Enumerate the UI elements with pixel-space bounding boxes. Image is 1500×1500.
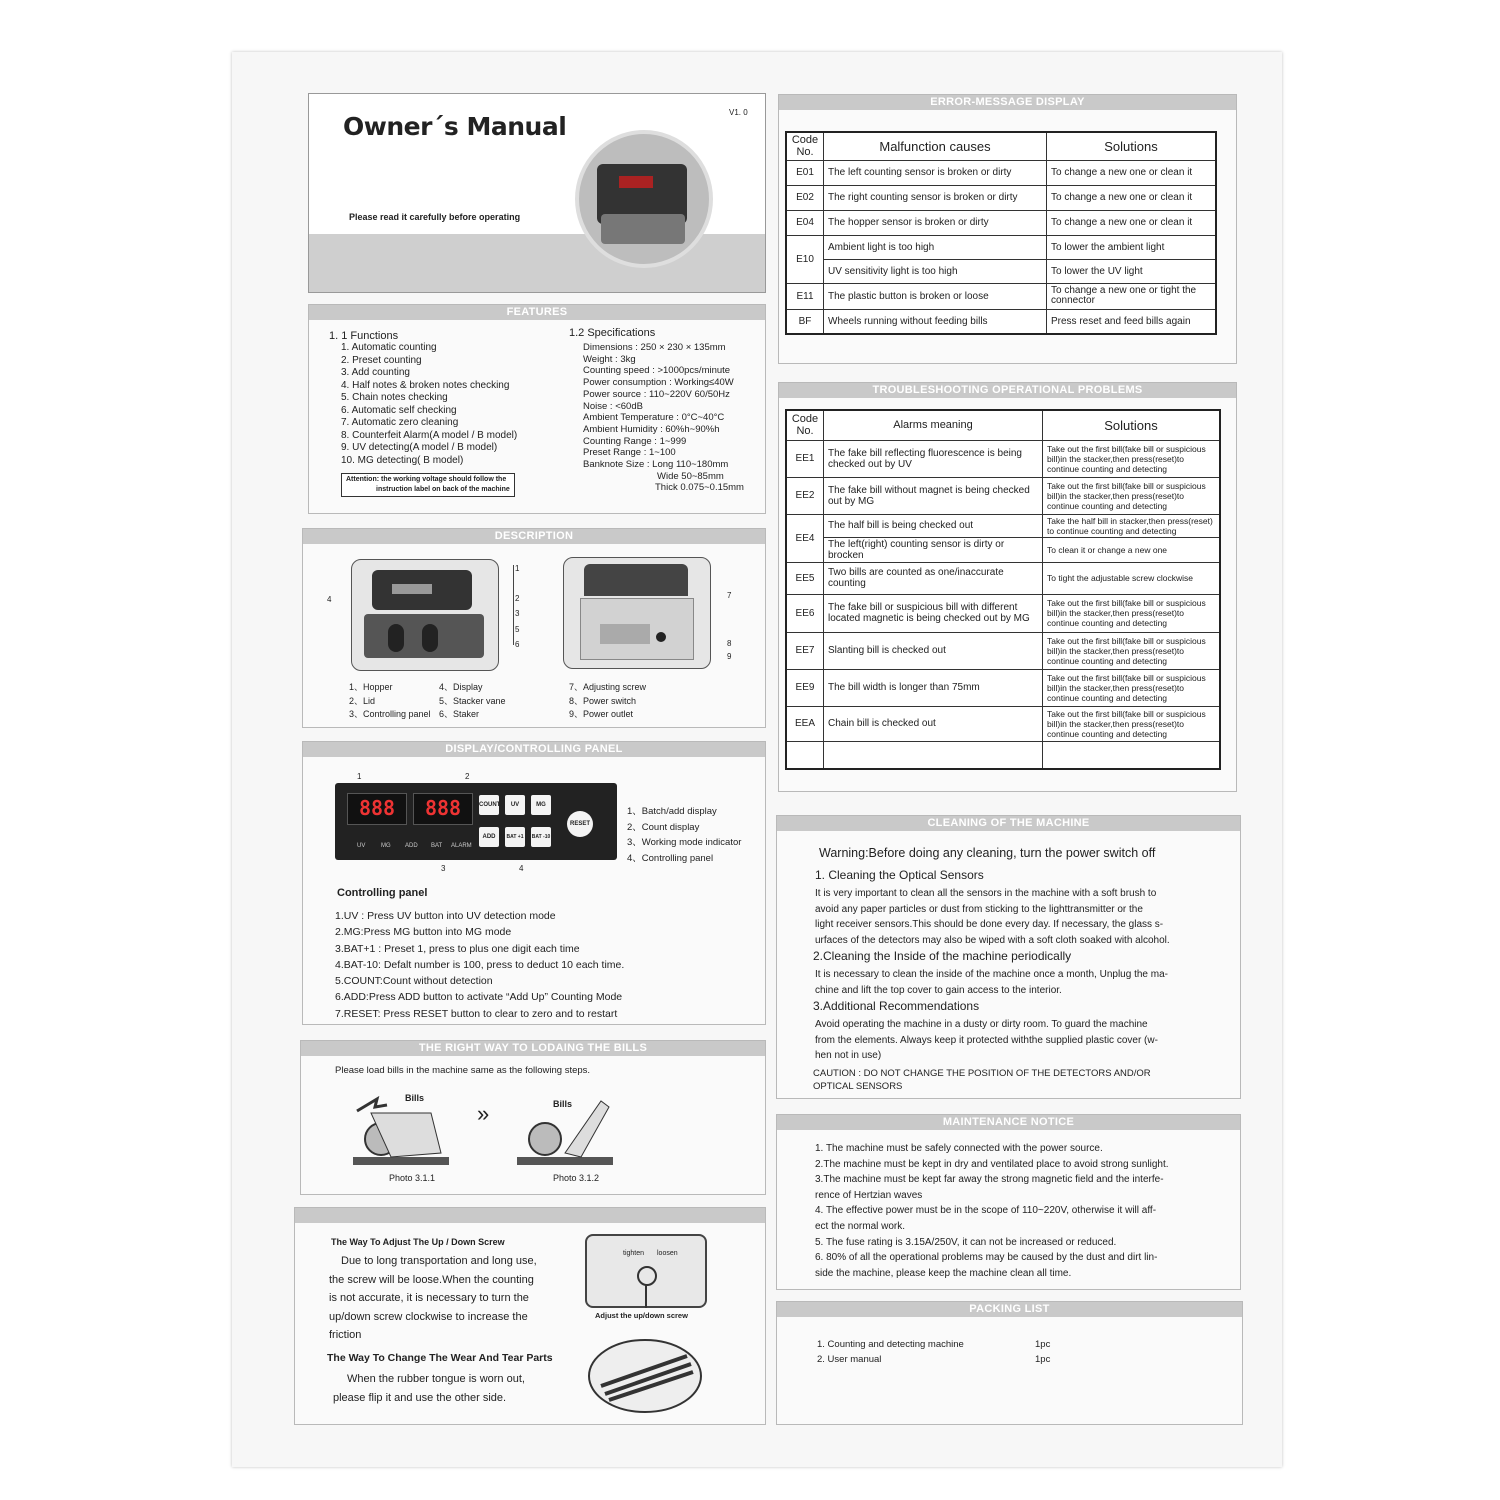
cleaning-heading-2: 2.Cleaning the Inside of the machine periodically — [813, 949, 1072, 963]
table-row — [786, 259, 1216, 283]
table-row — [786, 594, 1220, 632]
packing-item-name: 1. Counting and detecting machine — [817, 1339, 964, 1350]
spec-item: Ambient Temperature : 0°C~40°C — [583, 412, 725, 424]
col-solution: Solutions — [1043, 410, 1221, 440]
cleaning-line: avoid any paper particles or dust from sticking to the lighttransmitter or the — [815, 903, 1143, 915]
spec-item: Preset Range : 1~100 — [583, 447, 676, 459]
legend-item: 2、Lid — [349, 695, 376, 706]
cover-section — [308, 93, 766, 293]
controlling-panel-title: Controlling panel — [337, 887, 428, 899]
controlling-panel-list — [335, 908, 624, 1022]
error-cause: UV sensitivity light is too high — [824, 259, 1047, 283]
alarm-code: EE1 — [786, 440, 824, 477]
alarm-code: EE6 — [786, 594, 824, 632]
legend-item: 3、Controlling panel — [349, 709, 431, 719]
callout-number: 6 — [515, 640, 520, 649]
alarm-meaning: The fake bill reflecting fluorescence is being checked out by UV — [824, 440, 1043, 477]
legend-col-3 — [569, 681, 646, 722]
loading-intro: Please load bills in the machine same as the following steps. — [335, 1065, 591, 1076]
bills-label: Bills — [553, 1099, 573, 1109]
maintenance-line: side the machine, please keep the machine clean all time. — [815, 1267, 1072, 1279]
panel-item: 4.BAT-10: Defalt number is 100, press to deduct 10 each time. — [335, 958, 625, 971]
display-panel-section — [302, 741, 766, 1025]
loading-section — [300, 1040, 766, 1195]
adjust-section — [294, 1207, 766, 1425]
table-row — [786, 185, 1216, 210]
cleaning-heading-1: 1. Cleaning the Optical Sensors — [815, 868, 984, 882]
callout-number: 5 — [515, 624, 520, 634]
maintenance-list — [815, 1141, 1169, 1281]
alarm-meaning: Two bills are counted as one/inaccurate counting — [824, 562, 1043, 594]
mg-indicator: MG — [381, 843, 391, 849]
photo-caption-1: Photo 3.1.1 — [389, 1173, 436, 1183]
adjust-header-bar — [295, 1208, 765, 1223]
panel-item: 1.UV : Press UV button into UV detection mode — [335, 910, 556, 922]
spec-item: Banknote Size : Long 110~180mm — [583, 459, 729, 471]
legend-item: 1、Hopper — [349, 682, 393, 692]
cleaning-line: It is necessary to clean the inside of the machine once a month, Unplug the ma- — [815, 969, 1168, 980]
alarm-code: EE2 — [786, 477, 824, 514]
error-section — [778, 94, 1237, 364]
alarm-solution: Take out the first bill(fake bill or suspicious bill)in the stacker,then press(reset)to continue counting and detecting — [1043, 669, 1221, 706]
error-cause: The left counting sensor is broken or dirty — [824, 160, 1047, 185]
table-row — [786, 309, 1216, 334]
alarm-solution: To tight the adjustable screw clockwise — [1043, 562, 1221, 594]
legend-item: 4、Display — [439, 682, 483, 692]
error-solution: To lower the UV light — [1047, 259, 1217, 283]
error-solution: To change a new one or clean it — [1047, 160, 1217, 185]
cleaning-line: hen not in use) — [815, 1050, 882, 1061]
error-code: E10 — [786, 235, 824, 283]
error-solution: To lower the ambient light — [1047, 235, 1217, 259]
panel-item: 6.ADD:Press ADD button to activate “Add Up” Counting Mode — [335, 991, 623, 1004]
mg-button[interactable]: MG — [531, 795, 551, 815]
legend-item: 5、Stacker vane — [439, 695, 506, 706]
error-cause: The plastic button is broken or loose — [824, 283, 1047, 309]
alarm-solution: Take out the first bill(fake bill or suspicious bill)in the stacker,then press(reset)to continue counting and detecting — [1043, 706, 1221, 741]
alarm-meaning: The bill width is longer than 75mm — [824, 669, 1043, 706]
specs-list — [583, 342, 744, 494]
error-code: E11 — [786, 283, 824, 309]
screw-caption: Adjust the up/down screw — [595, 1311, 688, 1320]
packing-item-qty: 1pc — [1035, 1354, 1051, 1365]
callout-number: 9 — [727, 652, 732, 661]
cover-machine-photo — [575, 130, 713, 268]
col-code: Code No. — [786, 132, 824, 160]
table-header-row — [786, 410, 1220, 440]
legend-item: 8、Power switch — [569, 695, 637, 706]
error-cause: The hopper sensor is broken or dirty — [824, 210, 1047, 235]
function-item: 3. Add counting — [341, 367, 410, 378]
maintenance-line: ect the normal work. — [815, 1220, 906, 1232]
cleaning-heading-3: 3.Additional Recommendations — [813, 999, 980, 1013]
alarm-solution: Take the half bill in stacker,then press(reset) to continue counting and detecting — [1043, 514, 1221, 537]
adjust-line: the screw will be loose.When the counting — [329, 1273, 534, 1286]
loading-step1-illustration — [351, 1093, 451, 1173]
maintenance-line: 4. The effective power must be in the scope of 110~220V, otherwise it will aff- — [815, 1205, 1157, 1217]
spec-item: Power source : 110~220V 60/50Hz — [583, 388, 730, 400]
bat-plus-button[interactable]: BAT +1 — [505, 827, 525, 847]
error-cause: The right counting sensor is broken or dirty — [824, 185, 1047, 210]
arrow-icon: » — [477, 1101, 490, 1126]
tighten-label: tighten — [623, 1250, 645, 1257]
table-row — [786, 283, 1216, 309]
rubber-tongue-illustration — [587, 1338, 703, 1414]
alarm-meaning: Slanting bill is checked out — [824, 632, 1043, 669]
spec-item: Power consumption : Working≤40W — [583, 377, 734, 389]
machine-back-image — [563, 557, 711, 669]
maintenance-line: 5. The fuse rating is 3.15A/250V, it can not be increased or reduced. — [815, 1236, 1117, 1248]
alarm-code: EE5 — [786, 562, 824, 594]
function-item: 2. Preset counting — [341, 354, 422, 366]
error-code: E01 — [786, 160, 824, 185]
troubleshooting-header: TROUBLESHOOTING OPERATIONAL PROBLEMS — [779, 383, 1236, 398]
callout-number: 4 — [519, 864, 524, 873]
loading-header: THE RIGHT WAY TO LODAING THE BILLS — [301, 1041, 765, 1056]
table-row — [786, 210, 1216, 235]
alarm-solution: Take out the first bill(fake bill or suspicious bill)in the stacker,then press(reset)to continue counting and detecting — [1043, 440, 1221, 477]
cleaning-line: chine and lift the top cover to gain access to the interior. — [815, 984, 1062, 996]
col-code: Code No. — [786, 410, 824, 440]
callout-number: 3 — [515, 609, 520, 618]
spec-item: Thick 0.075~0.15mm — [655, 482, 744, 494]
legend-col-1 — [349, 681, 431, 722]
version-label: V1. 0 — [729, 108, 748, 117]
error-solution: To change a new one or tight the connector — [1047, 283, 1217, 309]
adjust-line: Due to long transportation and long use, — [341, 1255, 537, 1267]
error-solution: To change a new one or clean it — [1047, 185, 1217, 210]
cleaning-line: Avoid operating the machine in a dusty or dirty room. To guard the machine — [815, 1019, 1148, 1030]
callout-number: 8 — [727, 639, 732, 648]
table-row — [786, 477, 1220, 514]
features-section — [308, 304, 766, 514]
callout-lines-left — [475, 565, 514, 645]
packing-item-qty: 1pc — [1035, 1339, 1051, 1350]
table-row — [786, 537, 1220, 562]
cleaning-header: CLEANING OF THE MACHINE — [777, 816, 1240, 831]
function-item: 6. Automatic self checking — [341, 404, 457, 416]
cleaning-line: It is very important to clean all the sensors in the machine with a soft brush to — [815, 888, 1157, 899]
bat-minus-button[interactable]: BAT -10 — [531, 827, 551, 847]
alarm-solution: To clean it or change a new one — [1043, 537, 1221, 562]
packing-header: PACKING LIST — [777, 1302, 1242, 1317]
panel-item: 7.RESET: Press RESET button to clear to zero and to restart — [335, 1007, 618, 1020]
troubleshooting-section — [778, 382, 1237, 792]
wear-line: please flip it and use the other side. — [333, 1392, 507, 1404]
table-header-row — [786, 132, 1216, 160]
packing-item-name: 2. User manual — [817, 1354, 882, 1365]
legend-item: 4、Controlling panel — [627, 852, 714, 864]
alarm-solution: Take out the first bill(fake bill or suspicious bill)in the stacker,then press(reset)to continue counting and detecting — [1043, 632, 1221, 669]
function-item: 10. MG detecting( B model) — [341, 454, 464, 466]
cleaning-para-2 — [815, 967, 1168, 998]
error-cause: Ambient light is too high — [824, 235, 1047, 259]
function-item: 8. Counterfeit Alarm(A model / B model) — [341, 429, 518, 441]
wear-line: When the rubber tongue is worn out, — [347, 1373, 525, 1385]
cover-subtitle: Please read it carefully before operating — [349, 212, 521, 222]
panel-item: 3.BAT+1 : Preset 1, press to plus one digit each time — [335, 942, 580, 955]
callout-number: 1 — [515, 564, 520, 573]
wear-title: The Way To Change The Wear And Tear Parts — [327, 1352, 553, 1364]
batch-display: 888 — [347, 793, 407, 825]
adjust-title: The Way To Adjust The Up / Down Screw — [331, 1237, 505, 1247]
control-panel-image — [335, 783, 617, 860]
screw-diagram — [585, 1234, 707, 1308]
adjust-line: up/down screw clockwise to increase the — [329, 1310, 528, 1323]
error-code: BF — [786, 309, 824, 334]
function-item: 9. UV detecting(A model / B model) — [341, 442, 498, 453]
table-row — [786, 669, 1220, 706]
legend-col-2 — [439, 681, 506, 722]
functions-list — [341, 342, 517, 467]
function-item: 1. Automatic counting — [341, 342, 437, 353]
alarm-code: EE7 — [786, 632, 824, 669]
legend-item: 3、Working mode indicator — [627, 837, 742, 848]
manual-title: Owner´s Manual — [343, 112, 567, 141]
spec-item: Counting speed : >1000pcs/minute — [583, 365, 731, 377]
alarm-indicator: ALARM — [451, 843, 472, 849]
screw-icon — [637, 1266, 657, 1286]
loosen-label: loosen — [657, 1250, 678, 1257]
cleaning-line: urfaces of the detectors may also be wiped with a soft cloth soaked with alcohol. — [815, 934, 1170, 946]
maintenance-section — [776, 1114, 1241, 1290]
callout-number: 2 — [515, 593, 520, 603]
legend-item: 2、Count display — [627, 821, 700, 833]
function-item: 5. Chain notes checking — [341, 392, 448, 403]
alarm-meaning: Chain bill is checked out — [824, 706, 1043, 741]
count-button[interactable]: COUNT — [479, 795, 499, 815]
wear-text — [333, 1370, 525, 1408]
table-row — [786, 514, 1220, 537]
panel-item: 2.MG:Press MG button into MG mode — [335, 926, 512, 939]
error-cause: Wheels running without feeding bills — [824, 309, 1047, 334]
maintenance-line: rence of Hertzian waves — [815, 1189, 923, 1201]
description-section — [302, 528, 766, 728]
callout-number: 2 — [465, 772, 470, 781]
maintenance-line: 6. 80% of all the operational problems may be caused by the dust and dirt lin- — [815, 1252, 1158, 1264]
legend-item: 6、Staker — [439, 709, 480, 719]
uv-indicator: UV — [357, 843, 366, 849]
bat-indicator: BAT — [431, 843, 443, 849]
panel-legend — [627, 804, 741, 866]
packing-section — [776, 1301, 1243, 1425]
callout-number: 7 — [727, 591, 732, 600]
cleaning-para-1 — [815, 886, 1170, 948]
legend-item: 7、Adjusting screw — [569, 682, 647, 692]
description-header: DESCRIPTION — [303, 529, 765, 544]
display-panel-header: DISPLAY/CONTROLLING PANEL — [303, 742, 765, 757]
legend-item: 9、Power outlet — [569, 709, 634, 719]
error-code: E04 — [786, 210, 824, 235]
error-solution: To change a new one or clean it — [1047, 210, 1217, 235]
caution-line: CAUTION : DO NOT CHANGE THE POSITION OF THE DETECTORS AND/OR — [813, 1068, 1151, 1079]
alarm-solution: Take out the first bill(fake bill or suspicious bill)in the stacker,then press(reset)to continue counting and detecting — [1043, 477, 1221, 514]
alarm-code: EEA — [786, 706, 824, 741]
adjust-line: is not accurate, it is necessary to turn the — [329, 1292, 529, 1304]
maintenance-line: 3.The machine must be kept far away the strong magnetic field and the interfe- — [815, 1174, 1164, 1186]
cleaning-section — [776, 815, 1241, 1099]
table-row — [786, 440, 1220, 477]
cleaning-para-3 — [815, 1017, 1158, 1064]
spec-item: Dimensions : 250 × 230 × 135mm — [583, 342, 726, 353]
spec-item: Wide 50~85mm — [657, 470, 724, 482]
alarm-code: EE4 — [786, 514, 824, 562]
table-row — [786, 632, 1220, 669]
specs-title: 1.2 Specifications — [569, 327, 656, 339]
callout-number: 3 — [441, 864, 446, 873]
col-solution: Solutions — [1047, 132, 1217, 160]
alarm-meaning: The half bill is being checked out — [824, 514, 1043, 537]
panel-item: 5.COUNT:Count without detection — [335, 975, 493, 988]
features-header: FEATURES — [309, 305, 765, 320]
table-row — [786, 160, 1216, 185]
alarm-meaning: The fake bill without magnet is being checked out by MG — [824, 477, 1043, 514]
attention-line: Attention: the working voltage should follow the — [346, 476, 507, 483]
add-button[interactable]: ADD — [479, 827, 499, 847]
error-solution: Press reset and feed bills again — [1047, 309, 1217, 334]
maintenance-header: MAINTENANCE NOTICE — [777, 1115, 1240, 1130]
table-row — [786, 562, 1220, 594]
table-row — [786, 235, 1216, 259]
adjust-text — [329, 1252, 537, 1345]
photo-caption-2: Photo 3.1.2 — [553, 1173, 600, 1183]
spec-item: Weight : 3kg — [583, 353, 636, 365]
callout-number: 1 — [357, 772, 362, 781]
reset-button[interactable]: RESET — [567, 811, 593, 837]
attention-note — [341, 473, 515, 497]
spec-item: Ambient Humidity : 60%h~90%h — [583, 423, 720, 435]
function-item: 7. Automatic zero cleaning — [341, 417, 459, 428]
col-cause: Malfunction causes — [824, 132, 1047, 160]
error-header: ERROR-MESSAGE DISPLAY — [779, 95, 1236, 110]
cleaning-line: light receiver sensors.This should be done every day. If necessary, the glass s- — [815, 919, 1164, 930]
maintenance-line: 1. The machine must be safely connected with the power source. — [815, 1143, 1103, 1154]
cleaning-warning: Warning:Before doing any cleaning, turn the power switch off — [819, 846, 1156, 860]
maintenance-line: 2.The machine must be kept in dry and ventilated place to avoid strong sunlight. — [815, 1158, 1169, 1170]
right-callouts — [727, 591, 731, 661]
caution-line: OPTICAL SENSORS — [813, 1081, 903, 1092]
attention-line: instruction label on back of the machine — [376, 486, 510, 493]
uv-button[interactable]: UV — [505, 795, 525, 815]
callout-number: 4 — [327, 595, 332, 604]
count-display: 888 — [413, 793, 473, 825]
alarm-meaning: The left(right) counting sensor is dirty or brocken — [824, 537, 1043, 562]
alarm-solution: Take out the first bill(fake bill or suspicious bill)in the stacker,then press(reset)to continue counting and detecting — [1043, 594, 1221, 632]
error-code: E02 — [786, 185, 824, 210]
alarm-meaning: The fake bill or suspicious bill with different located magnetic is being checked out by MG — [824, 594, 1043, 632]
spec-item: Noise : <60dB — [583, 400, 643, 412]
spec-item: Counting Range : 1~999 — [583, 435, 687, 447]
functions-title: 1. 1 Functions — [329, 330, 399, 342]
bills-label: Bills — [405, 1093, 425, 1103]
table-row-empty — [786, 741, 1220, 769]
col-meaning: Alarms meaning — [824, 410, 1043, 440]
alarm-code: EE9 — [786, 669, 824, 706]
cleaning-caution — [813, 1067, 1151, 1093]
table-row — [786, 706, 1220, 741]
function-item: 4. Half notes & broken notes checking — [341, 379, 510, 391]
troubleshooting-table — [785, 409, 1221, 770]
legend-item: 1、Batch/add display — [627, 806, 717, 817]
error-table — [785, 131, 1217, 335]
add-indicator: ADD — [405, 843, 418, 849]
cleaning-line: from the elements. Always keep it protected withthe supplied plastic cover (w- — [815, 1034, 1158, 1046]
adjust-line: friction — [329, 1329, 362, 1341]
